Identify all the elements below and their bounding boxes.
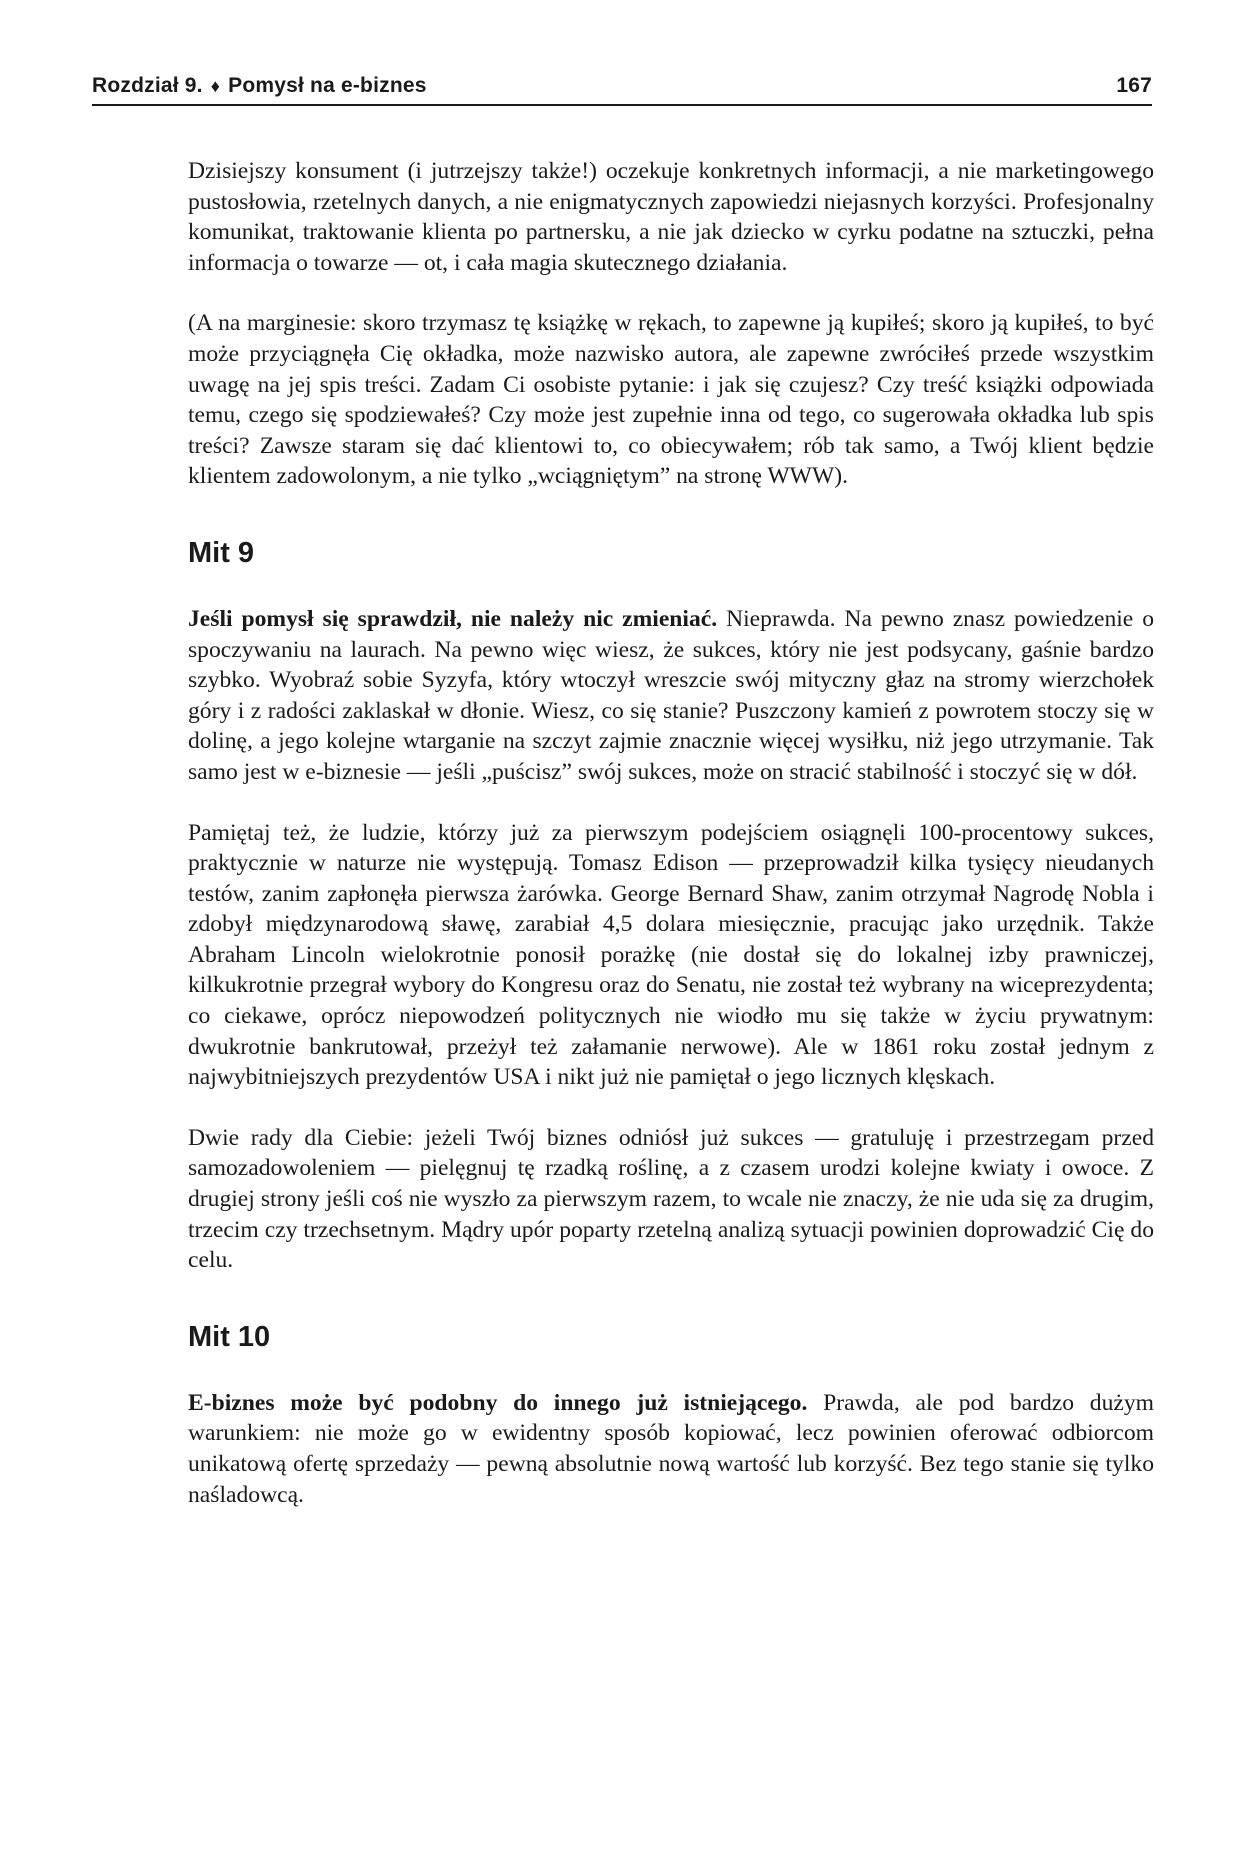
page-number: 167 — [1116, 74, 1152, 97]
paragraph-mit-9-lead — [188, 604, 1154, 788]
mit-10-lead-bold: E-biznes może być podobny do innego już istniejącego. — [188, 1389, 808, 1416]
page-body — [188, 156, 1154, 1540]
mit-9-lead-bold: Jeśli pomysł się sprawdził, nie należy nic zmieniać. — [188, 605, 718, 632]
section-heading-mit-10: Mit 10 — [188, 1320, 271, 1353]
paragraph-mit-10-lead — [188, 1388, 1154, 1510]
mit-10-lead-text: Prawda, ale pod bardzo dużym warunkiem: nie może go w ewidentny sposób kopiować, lecz powinien oferować odbiorcom unikatową ofertę sprzedaży — pewną absolutnie nową wartość lub korzyść. Bez tego stanie się tylko naśladowcą. — [188, 1389, 1154, 1508]
paragraph-intro: Dzisiejszy konsument (i jutrzejszy także!) oczekuje konkretnych informacji, a nie marketingowego pustosłowia, rzetelnych danych, a nie enigmatycznych zapowiedzi niejasnych korzyści. Profesjonalny komunikat, traktowanie klienta po partnersku, a nie jak dziecko w cyrku podatne na sztuczki, pełna informacja o towarze — ot, i cała magia skutecznego działania. — [188, 158, 1154, 276]
paragraph-mit-9-advice: Dwie rady dla Ciebie: jeżeli Twój biznes odniósł już sukces — gratuluję i przestrzegam przed samozadowoleniem — pielęgnuj tę rzadką roślinę, a z czasem urodzi kolejne kwiaty i owoce. Z drugiej strony jeśli coś nie wyszło za pierwszym razem, to wcale nie znaczy, że nie uda się za drugim, trzecim czy trzechsetnym. Mądry upór poparty rzetelną analizą sytuacji powinien doprowadzić Cię do celu. — [188, 1124, 1154, 1274]
chapter-title: Pomysł na e-biznes — [228, 74, 427, 97]
mit-9-lead-text: Nieprawda. Na pewno znasz powiedzenie o spoczywaniu na laurach. Na pewno więc wiesz, że sukces, który nie jest podsycany, gaśnie bardzo szybko. Wyobraź sobie Syzyfa, który wtoczył wreszcie swój mityczny głaz na stromy wierzchołek góry i z radości zaklaskał w dłonie. Wiesz, co się stanie? Puszczony kamień z powrotem stoczy się w dolinę, a jego kolejne wtarganie na szczyt zajmie znacznie więcej wysiłku, niż jego utrzymanie. Tak samo jest w e-biznesie — jeśli „puścisz” swój sukces, może on stracić stabilność i stoczyć się w dół. — [188, 605, 1154, 785]
section-heading-mit-9: Mit 9 — [188, 536, 255, 569]
diamond-icon: ♦ — [210, 76, 221, 96]
header-left — [92, 74, 427, 98]
running-header — [92, 74, 1152, 106]
paragraph-mit-9-examples: Pamiętaj też, że ludzie, którzy już za pierwszym podejściem osiągnęli 100-procentowy sukces, praktycznie w naturze nie występują. Tomasz Edison — przeprowadził kilka tysięcy nieudanych testów, zanim zapłonęła pierwsza żarówka. George Bernard Shaw, zanim otrzymał Nagrodę Nobla i zdobył międzynarodową sławę, zarabiał 4,5 dolara miesięcznie, pracując jako urzędnik. Także Abraham Lincoln wielokrotnie ponosił porażkę (nie dostał się do lokalnej izby prawniczej, kilkukrotnie przegrał wybory do Kongresu oraz do Senatu, nie został też wybrany na wiceprezydenta; co ciekawe, oprócz niepowodzeń politycznych nie wiodło mu się także w życiu prywatnym: dwukrotnie bankrutował, przeżył też załamanie nerwowe). Ale w 1861 roku został jednym z najwybitniejszych prezydentów USA i nikt już nie pamiętał o jego licznych klęskach. — [188, 819, 1154, 1091]
chapter-label: Rozdział 9. — [92, 74, 203, 97]
paragraph-aside: (A na marginesie: skoro trzymasz tę książkę w rękach, to zapewne ją kupiłeś; skoro ją kupiłeś, to być może przyciągnęła Cię okładka, może nazwisko autora, ale zapewne zwróciłeś przede wszystkim uwagę na jej spis treści. Zadam Ci osobiste pytanie: i jak się czujesz? Czy treść książki odpowiada temu, czego się spodziewałeś? Czy może jest zupełnie inna od tego, co sugerowała okładka lub spis treści? Zawsze staram się dać klientowi to, co obiecywałem; rób tak samo, a Twój klient będzie klientem zadowolonym, a nie tylko „wciągniętym” na stronę WWW). — [188, 310, 1154, 490]
